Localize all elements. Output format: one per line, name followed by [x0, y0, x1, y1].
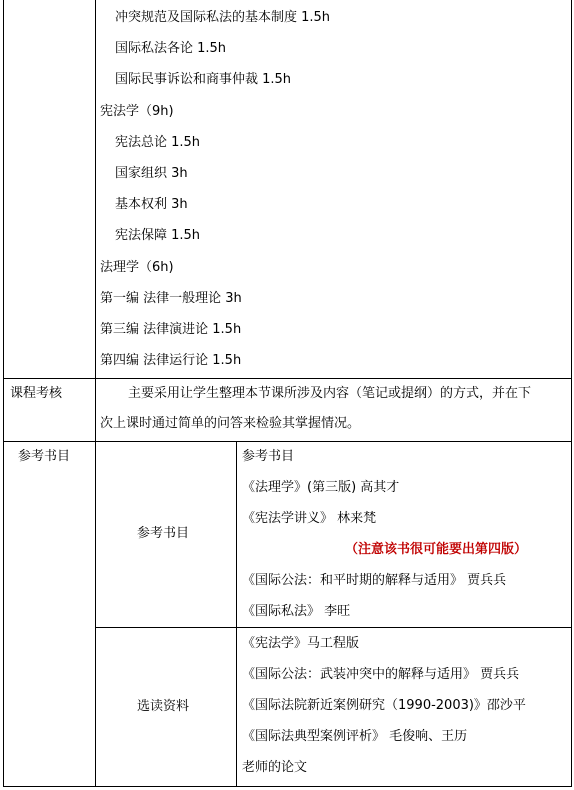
- row-divider: [3, 378, 572, 379]
- assessment-text: 主要采用让学生整理本节课所涉及内容（笔记或提纲）的方式，并在下: [128, 386, 532, 401]
- syllabus-line: 国家组织 3h: [115, 166, 188, 181]
- reference-item: 《国际私法》 李旺: [242, 604, 351, 619]
- sub-row-divider: [95, 627, 572, 628]
- reference-note: （注意该书很可能要出第四版）: [345, 542, 528, 557]
- reading-item: 《国际法典型案例评析》 毛俊响、王历: [242, 729, 468, 744]
- column-divider: [95, 0, 96, 787]
- syllabus-line: 基本权利 3h: [115, 197, 188, 212]
- reference-item: 《法理学》(第三版) 高其才: [242, 480, 400, 495]
- table-border-left: [3, 0, 4, 787]
- syllabus-line: 国际私法各论 1.5h: [115, 41, 227, 56]
- syllabus-line: 宪法保障 1.5h: [115, 228, 201, 243]
- assessment-label: 课程考核: [10, 386, 63, 401]
- syllabus-line: 冲突规范及国际私法的基本制度 1.5h: [115, 10, 331, 25]
- reading-item: 老师的论文: [242, 760, 308, 775]
- references-label: 参考书目: [18, 449, 71, 464]
- reading-item: 《国际公法：武装冲突中的解释与适用》 贾兵兵: [242, 667, 520, 682]
- reference-item: 参考书目: [242, 449, 295, 464]
- assessment-text: 次上课时通过简单的问答来检验其掌握情况。: [100, 416, 361, 431]
- reference-item: 《宪法学讲义》 林来梵: [242, 511, 377, 526]
- syllabus-line: 宪法总论 1.5h: [115, 135, 201, 150]
- reference-item: 《国际公法：和平时期的解释与适用》 贾兵兵: [242, 573, 507, 588]
- syllabus-heading: 宪法学（9h): [100, 104, 174, 119]
- reading-item: 《宪法学》马工程版: [242, 636, 360, 651]
- sub-column-divider: [236, 441, 237, 787]
- syllabus-line: 国际民事诉讼和商事仲裁 1.5h: [115, 72, 292, 87]
- table-border-bottom: [3, 786, 572, 787]
- syllabus-heading: 法理学（6h): [100, 260, 174, 275]
- reading-materials-label: 选读资料: [137, 699, 190, 714]
- syllabus-line: 第三编 法律演进论 1.5h: [100, 322, 242, 337]
- syllabus-line: 第四编 法律运行论 1.5h: [100, 353, 242, 368]
- syllabus-line: 第一编 法律一般理论 3h: [100, 291, 242, 306]
- references-sub-label: 参考书目: [137, 526, 190, 541]
- row-divider: [3, 441, 572, 442]
- table-border-right: [571, 0, 572, 787]
- reading-item: 《国际法院新近案例研究（1990-2003)》邵沙平: [242, 698, 526, 713]
